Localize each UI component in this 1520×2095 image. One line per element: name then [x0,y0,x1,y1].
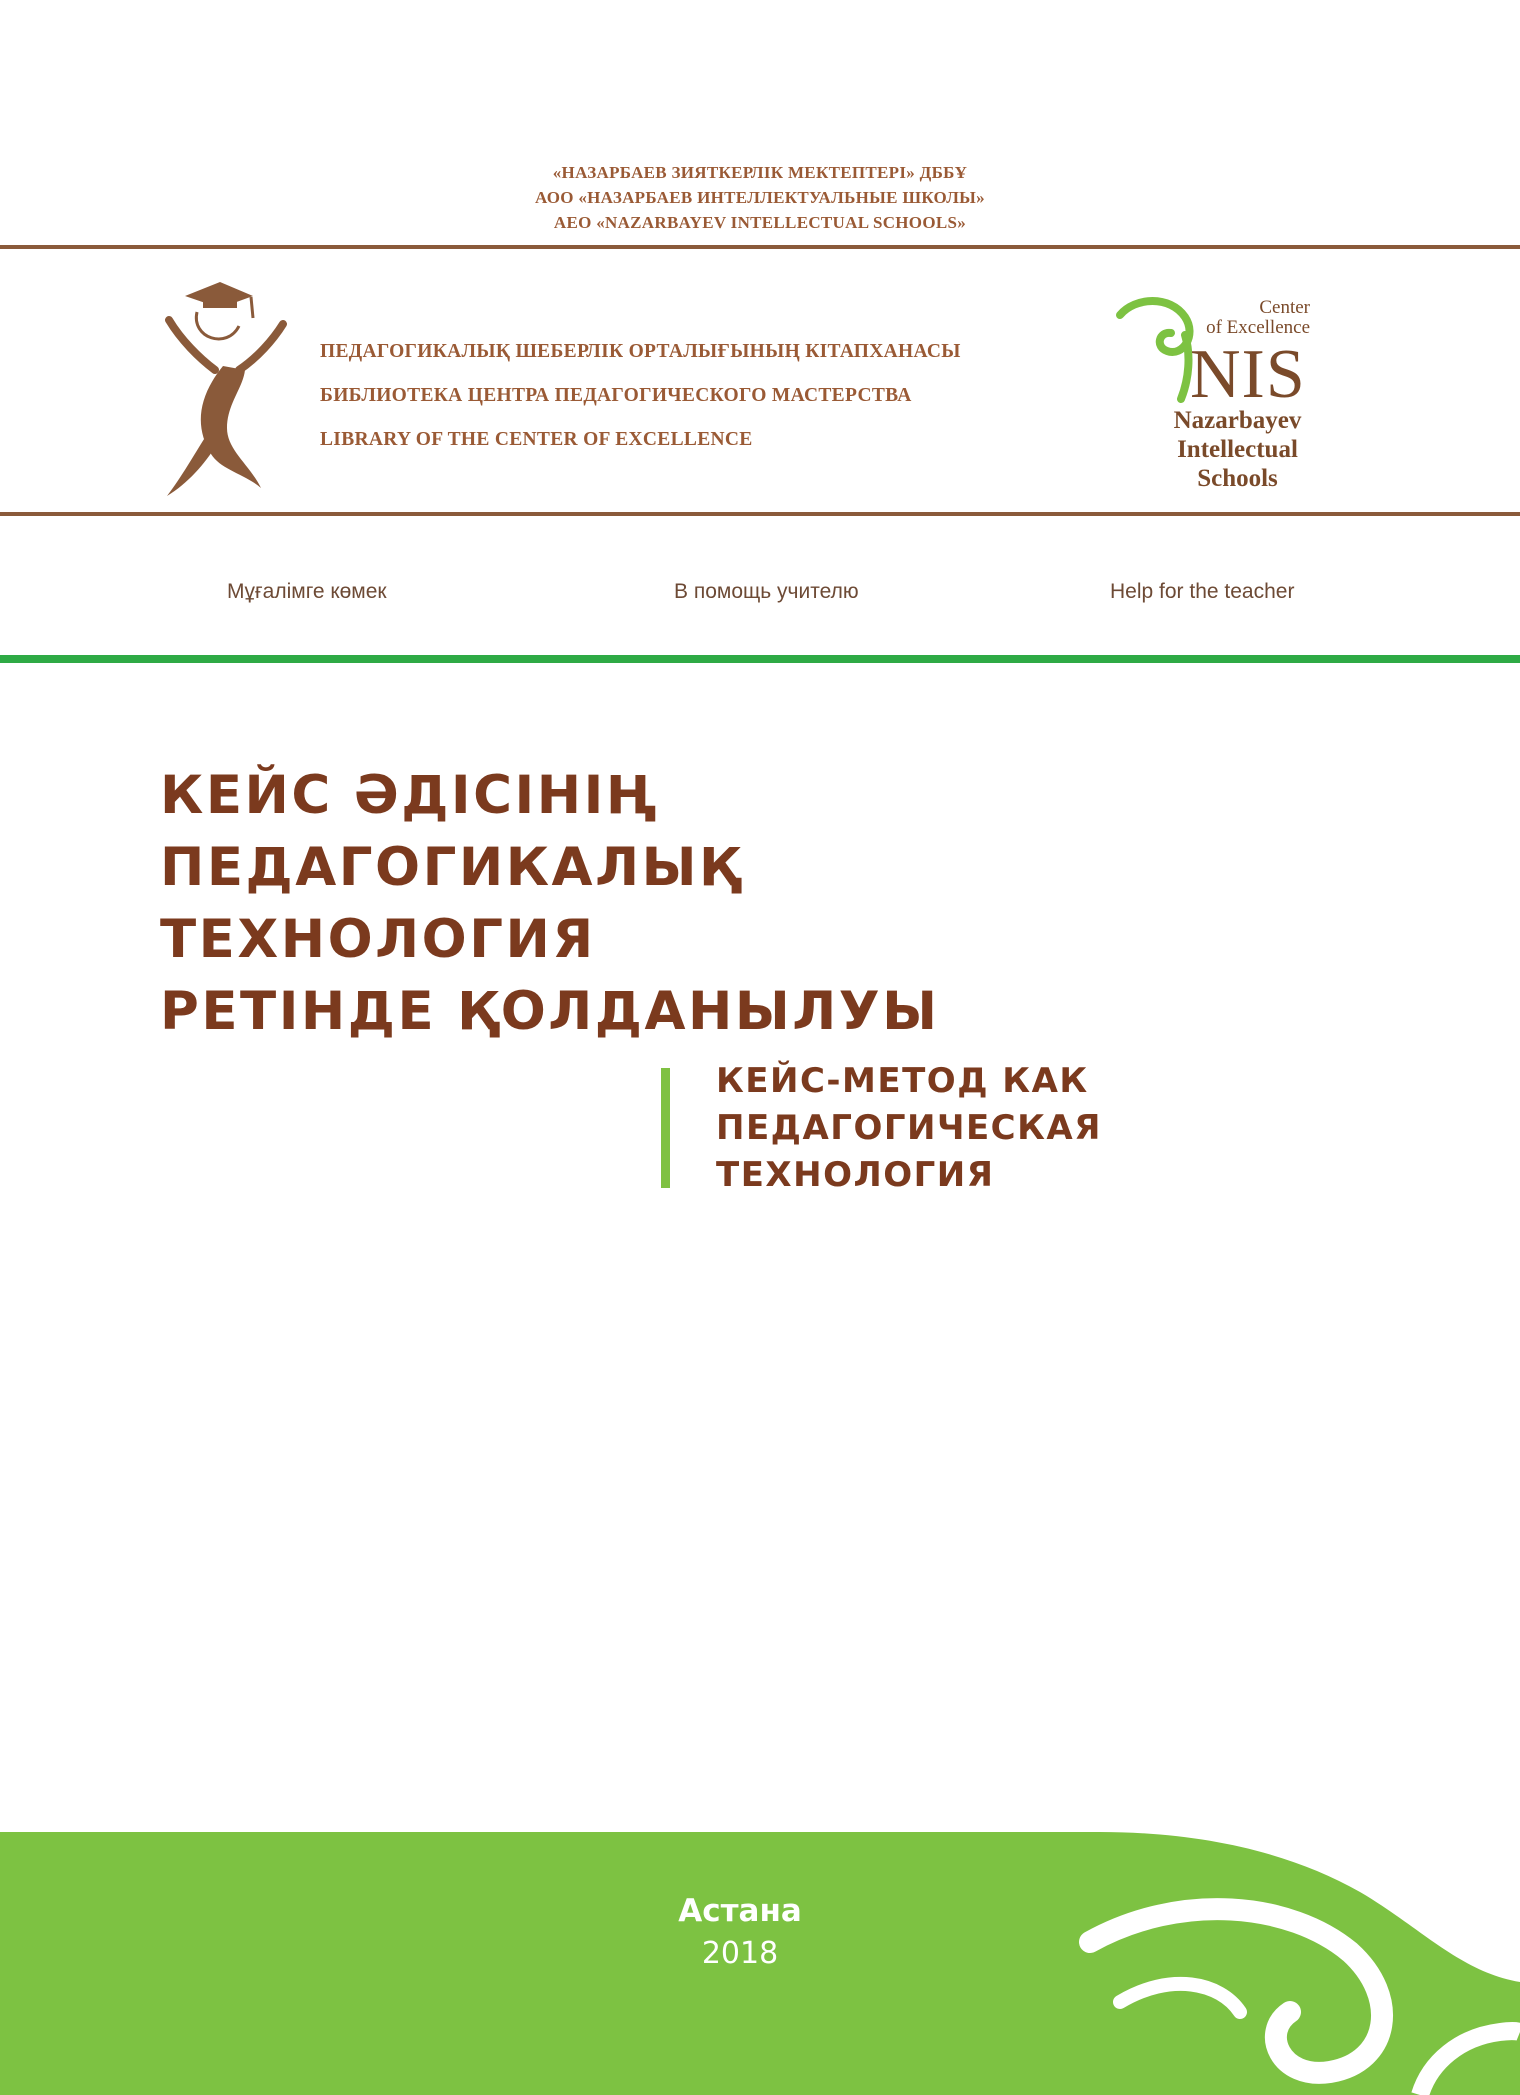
org-line-ru: АОО «НАЗАРБАЕВ ИНТЕЛЛЕКТУАЛЬНЫЕ ШКОЛЫ» [535,188,985,207]
nis-full-name [1150,406,1325,493]
green-divider [0,655,1520,663]
nis-center-of-excellence [1206,298,1310,338]
org-line-kz: «НАЗАРБАЕВ ЗИЯТКЕРЛІК МЕКТЕПТЕРІ» ДББҰ [552,163,968,182]
title-kz-line: ПЕДАГОГИКАЛЫҚ [160,837,743,898]
title-kz-line: КЕЙС ӘДІСІНІҢ [160,765,660,826]
organization-header [0,160,1520,235]
library-line-kz: ПЕДАГОГИКАЛЫҚ ШЕБЕРЛІК ОРТАЛЫҒЫНЫҢ КІТАПХАНАСЫ [320,341,961,362]
nis-coe-line2: of Excellence [1206,317,1310,338]
title-kz-line: ТЕХНОЛОГИЯ [160,909,596,970]
subtitle-accent-bar [661,1068,670,1188]
library-title [320,330,961,462]
middle-divider [0,512,1520,516]
nis-coe-line1: Center [1259,297,1310,318]
publication-city: Астана [678,1893,802,1929]
nis-abbreviation: NIS [1190,336,1306,413]
publication-year: 2018 [701,1936,779,1971]
library-line-en: LIBRARY OF THE CENTER OF EXCELLENCE [320,429,753,450]
top-divider [0,245,1520,249]
help-ru: В помощь учителю [674,580,859,603]
help-en: Help for the teacher [1110,580,1295,603]
title-russian [716,1058,1102,1199]
title-ru-line: ТЕХНОЛОГИЯ [716,1155,995,1195]
nis-sub-line1: Nazarbayev [1173,407,1302,434]
title-ru-line: КЕЙС-МЕТОД КАК [716,1061,1089,1101]
teacher-figure-icon [165,278,295,498]
nis-sub-line2: Intellectual [1177,436,1298,463]
org-line-en: AEO «NAZARBAYEV INTELLECTUAL SCHOOLS» [553,213,967,232]
title-ru-line: ПЕДАГОГИЧЕСКАЯ [716,1108,1102,1148]
nis-sub-line3: Schools [1197,465,1278,492]
help-kz: Мұғалімге көмек [227,580,387,603]
title-kz-line: РЕТІНДЕ ҚОЛДАНЫЛУЫ [160,981,940,1042]
title-kazakh [160,760,940,1048]
library-line-ru: БИБЛИОТЕКА ЦЕНТРА ПЕДАГОГИЧЕСКОГО МАСТЕРСТВА [320,385,912,406]
